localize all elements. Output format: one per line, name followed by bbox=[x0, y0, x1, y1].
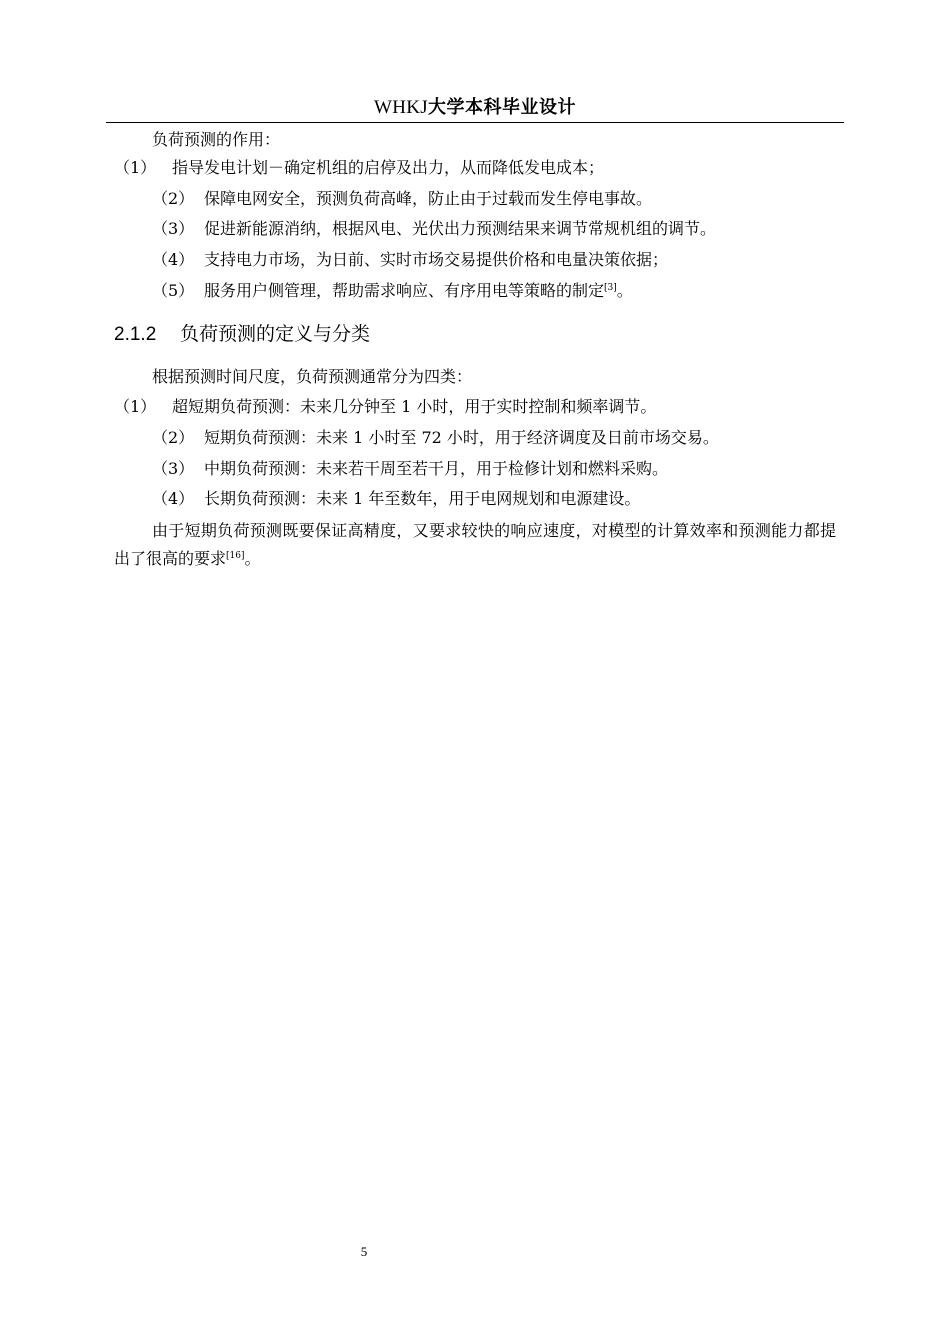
list-item-text: 超短期负荷预测：未来几分钟至 1 小时，用于实时控制和频率调节。 bbox=[172, 397, 657, 416]
list-item-text: 指导发电计划－确定机组的启停及出力，从而降低发电成本； bbox=[172, 158, 605, 177]
list-item-number: （4） bbox=[152, 489, 195, 508]
list-item bbox=[152, 249, 668, 271]
list-item bbox=[152, 427, 719, 449]
list-item-number: （3） bbox=[152, 459, 195, 478]
list-item-number: （2） bbox=[152, 189, 195, 208]
closing-paragraph-end: 。 bbox=[244, 549, 261, 568]
list-item-number: （4） bbox=[152, 250, 195, 269]
running-header bbox=[0, 96, 950, 120]
list-item-number: （1） bbox=[114, 158, 157, 177]
section-heading-text: 负荷预测的定义与分类 bbox=[180, 323, 371, 345]
header-rule bbox=[106, 122, 844, 123]
header-title-cjk: 大学本科毕业设计 bbox=[427, 97, 576, 118]
list-item-text: 中期负荷预测：未来若干周至若干月，用于检修计划和燃料采购。 bbox=[204, 459, 669, 478]
list-item-end: 。 bbox=[616, 281, 633, 300]
classification-intro: 根据预测时间尺度，负荷预测通常分为四类： bbox=[152, 367, 473, 386]
list-item-text: 短期负荷预测：未来 1 小时至 72 小时，用于经济调度及日前市场交易。 bbox=[204, 428, 719, 447]
list-item-text: 促进新能源消纳，根据风电、光伏出力预测结果来调节常规机组的调节。 bbox=[204, 219, 717, 238]
list-item-text: 服务用户侧管理，帮助需求响应、有序用电等策略的制定 bbox=[204, 281, 605, 300]
list-item bbox=[152, 188, 652, 210]
section-heading-number: 2.1.2 bbox=[114, 324, 157, 345]
list-item bbox=[152, 458, 668, 480]
list-item-number: （2） bbox=[152, 428, 195, 447]
list-item bbox=[152, 280, 633, 302]
list-item-text: 保障电网安全，预测负荷高峰，防止由于过载而发生停电事故。 bbox=[204, 189, 653, 208]
list-item-number: （1） bbox=[114, 397, 157, 416]
closing-paragraph bbox=[114, 517, 836, 573]
roles-intro: 负荷预测的作用： bbox=[152, 130, 281, 149]
page-number: 5 bbox=[360, 1244, 368, 1259]
closing-paragraph-text: 由于短期负荷预测既要保证高精度，又要求较快的响应速度，对模型的计算效率和预测能力都提出了很高的要求 bbox=[114, 521, 836, 568]
list-item bbox=[152, 218, 716, 240]
citation-ref: [3] bbox=[604, 283, 617, 293]
list-item-number: （5） bbox=[152, 281, 195, 300]
citation-ref: [16] bbox=[226, 551, 245, 561]
list-item-text: 长期负荷预测：未来 1 年至数年，用于电网规划和电源建设。 bbox=[204, 489, 641, 508]
list-item bbox=[114, 157, 604, 179]
section-heading bbox=[114, 321, 370, 348]
list-item bbox=[152, 488, 640, 510]
header-title-latin: WHKJ bbox=[374, 97, 428, 118]
list-item bbox=[114, 396, 656, 418]
list-item-text: 支持电力市场，为日前、实时市场交易提供价格和电量决策依据； bbox=[204, 250, 669, 269]
list-item-number: （3） bbox=[152, 219, 195, 238]
